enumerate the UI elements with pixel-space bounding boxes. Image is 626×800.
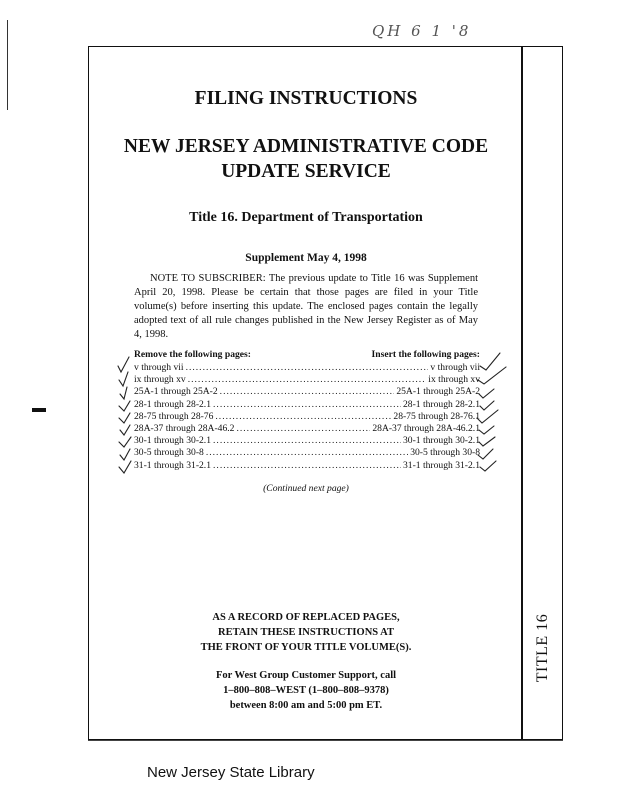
remove-pages: 31-1 through 31-2.1: [134, 459, 212, 471]
code-heading-line2: UPDATE SERVICE: [221, 161, 391, 182]
list-item: [134, 447, 480, 459]
scan-margin-dash: [32, 408, 46, 412]
list-item: [134, 435, 480, 447]
list-item: [134, 460, 480, 472]
subscriber-note-text: NOTE TO SUBSCRIBER: The previous update to Title 16 was Supplement April 20, 1998. Please be certain that those pages are filed in your Title volume(s) before inserting this update. The enclosed pages contain the legally adopted text of all rule changes published in the New Jersey Register as of May 4, 1998.: [134, 273, 478, 340]
continued-note: (Continued next page): [263, 483, 349, 494]
dot-leader: [236, 423, 370, 435]
list-item: [134, 386, 480, 398]
side-title-label: TITLE 16: [534, 613, 552, 683]
record-notice-line2: RETAIN THESE INSTRUCTIONS AT: [218, 627, 394, 638]
remove-header: Remove the following pages:: [134, 349, 251, 360]
support-hours: between 8:00 am and 5:00 pm ET.: [229, 700, 383, 711]
record-notice-line3: THE FRONT OF YOUR TITLE VOLUME(S).: [200, 642, 412, 653]
dot-leader: [215, 411, 391, 423]
record-notice: [96, 610, 516, 655]
dot-leader: [213, 460, 401, 472]
support-phone: 1–800–808–WEST (1–800–808–9378): [223, 685, 389, 696]
supplement-date: Supplement May 4, 1998: [245, 252, 367, 264]
dot-leader: [213, 435, 401, 447]
remove-pages: 28-75 through 28-76: [134, 410, 214, 422]
remove-pages: v through vii: [134, 362, 184, 373]
insert-header: Insert the following pages:: [371, 349, 480, 360]
remove-pages: ix through xv: [134, 374, 186, 386]
dot-leader: [188, 374, 427, 386]
list-item: [134, 411, 480, 423]
insert-pages: 31-1 through 31-2.1: [402, 459, 480, 471]
customer-support: [96, 668, 516, 713]
list-item: [134, 374, 480, 386]
library-stamp: New Jersey State Library: [147, 764, 315, 781]
support-line1: For West Group Customer Support, call: [215, 670, 397, 681]
remove-pages: 28-1 through 28-2.1: [134, 398, 212, 410]
subscriber-note: [134, 272, 478, 342]
dot-leader: [213, 399, 401, 411]
code-heading: [96, 134, 516, 184]
insert-pages: 28-75 through 28-76.1: [393, 410, 480, 422]
dot-leader: [186, 362, 429, 374]
remove-pages: 30-1 through 30-2.1: [134, 435, 212, 447]
list-header: [134, 348, 480, 362]
list-item: [134, 362, 480, 374]
page-title: FILING INSTRUCTIONS: [194, 88, 418, 109]
tab-divider: [521, 46, 523, 740]
insert-pages: 30-1 through 30-2.1: [402, 435, 480, 447]
page-replacement-list: [134, 348, 480, 472]
remove-pages: 30-5 through 30-8: [134, 447, 204, 459]
dot-leader: [220, 386, 395, 398]
insert-pages: 28A-37 through 28A-46.2.1: [372, 422, 480, 434]
code-heading-line1: NEW JERSEY ADMINISTRATIVE CODE: [123, 136, 489, 157]
insert-pages: 28-1 through 28-2.1: [402, 398, 480, 410]
remove-pages: 28A-37 through 28A-46.2: [134, 422, 235, 434]
list-item: [134, 423, 480, 435]
insert-pages: v through vii: [430, 362, 480, 373]
record-notice-line1: AS A RECORD OF REPLACED PAGES,: [212, 612, 400, 623]
side-title-tab: [527, 608, 559, 688]
bottom-rule: [88, 740, 563, 741]
title-subtitle: Title 16. Department of Transportation: [189, 210, 423, 225]
scan-margin-mark: [7, 20, 8, 110]
handwritten-call-number: QH 6 1 '8: [372, 22, 472, 40]
remove-pages: 25A-1 through 25A-2: [134, 386, 218, 398]
dot-leader: [206, 447, 408, 459]
insert-pages: ix through xv: [428, 374, 480, 386]
insert-pages: 30-5 through 30-8: [410, 447, 480, 459]
insert-pages: 25A-1 through 25A-2: [396, 386, 480, 398]
list-item: [134, 399, 480, 411]
